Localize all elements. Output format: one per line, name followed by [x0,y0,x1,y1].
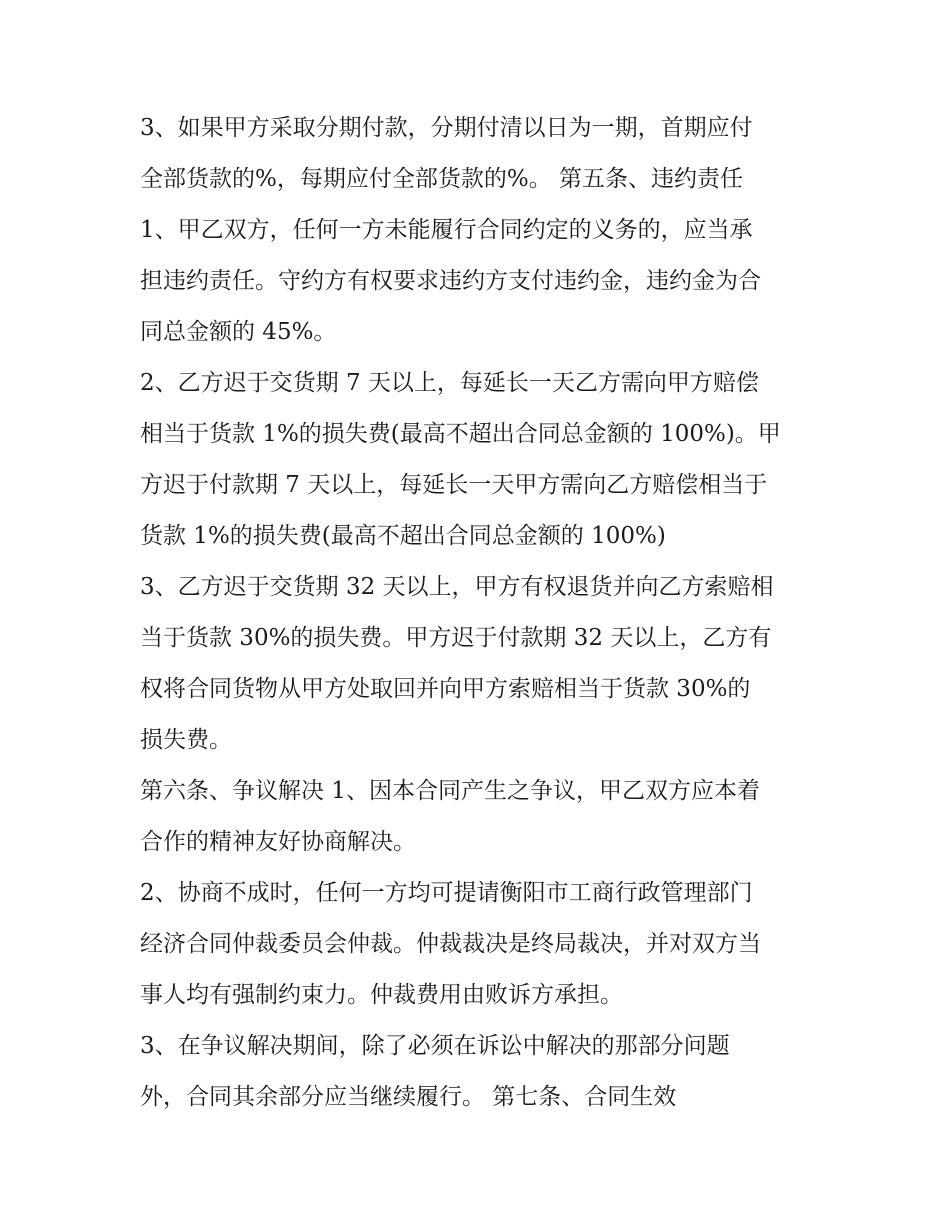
text-line: 合作的精神友好协商解决。 [140,829,416,855]
text-line: 当于货款 30%的损失费。甲方迟于付款期 32 天以上，乙方有 [140,625,772,651]
text-line: 2、协商不成时，任何一方均可提请衡阳市工商行政管理部门 [140,880,753,906]
text-line: 1、甲乙双方，任何一方未能履行合同约定的义务的，应当承 [140,217,753,243]
text-line: 同总金额的 45%。 [140,319,337,345]
text-line: 方迟于付款期 7 天以上，每延长一天甲方需向乙方赔偿相当于 [140,472,768,498]
text-line: 担违约责任。守约方有权要求违约方支付违约金，违约金为合 [140,268,761,294]
text-line: 损失费。 [140,727,232,753]
text-line: 3、在争议解决期间，除了必须在诉讼中解决的那部分问题 [140,1033,730,1059]
text-line: 外，合同其余部分应当继续履行。 第七条、合同生效 [140,1084,677,1110]
text-line: 相当于货款 1%的损失费(最高不超出合同总金额的 100%)。甲 [140,421,781,447]
text-line: 权将合同货物从甲方处取回并向甲方索赔相当于货款 30%的 [140,676,751,702]
text-line: 3、如果甲方采取分期付款，分期付清以日为一期，首期应付 [140,115,753,141]
text-line: 货款 1%的损失费(最高不超出合同总金额的 100%) [140,523,666,549]
contract-text [140,103,830,1123]
text-line: 事人均有强制约束力。仲裁费用由败诉方承担。 [140,982,623,1008]
text-line: 3、乙方迟于交货期 32 天以上，甲方有权退货并向乙方索赔相 [140,574,774,600]
text-line: 第六条、争议解决 1、因本合同产生之争议，甲乙双方应本着 [140,778,760,804]
text-line: 经济合同仲裁委员会仲裁。仲裁裁决是终局裁决，并对双方当 [140,931,761,957]
text-line: 2、乙方迟于交货期 7 天以上，每延长一天乙方需向甲方赔偿 [140,370,759,396]
text-line: 全部货款的%，每期应付全部货款的%。 第五条、违约责任 [140,166,744,192]
